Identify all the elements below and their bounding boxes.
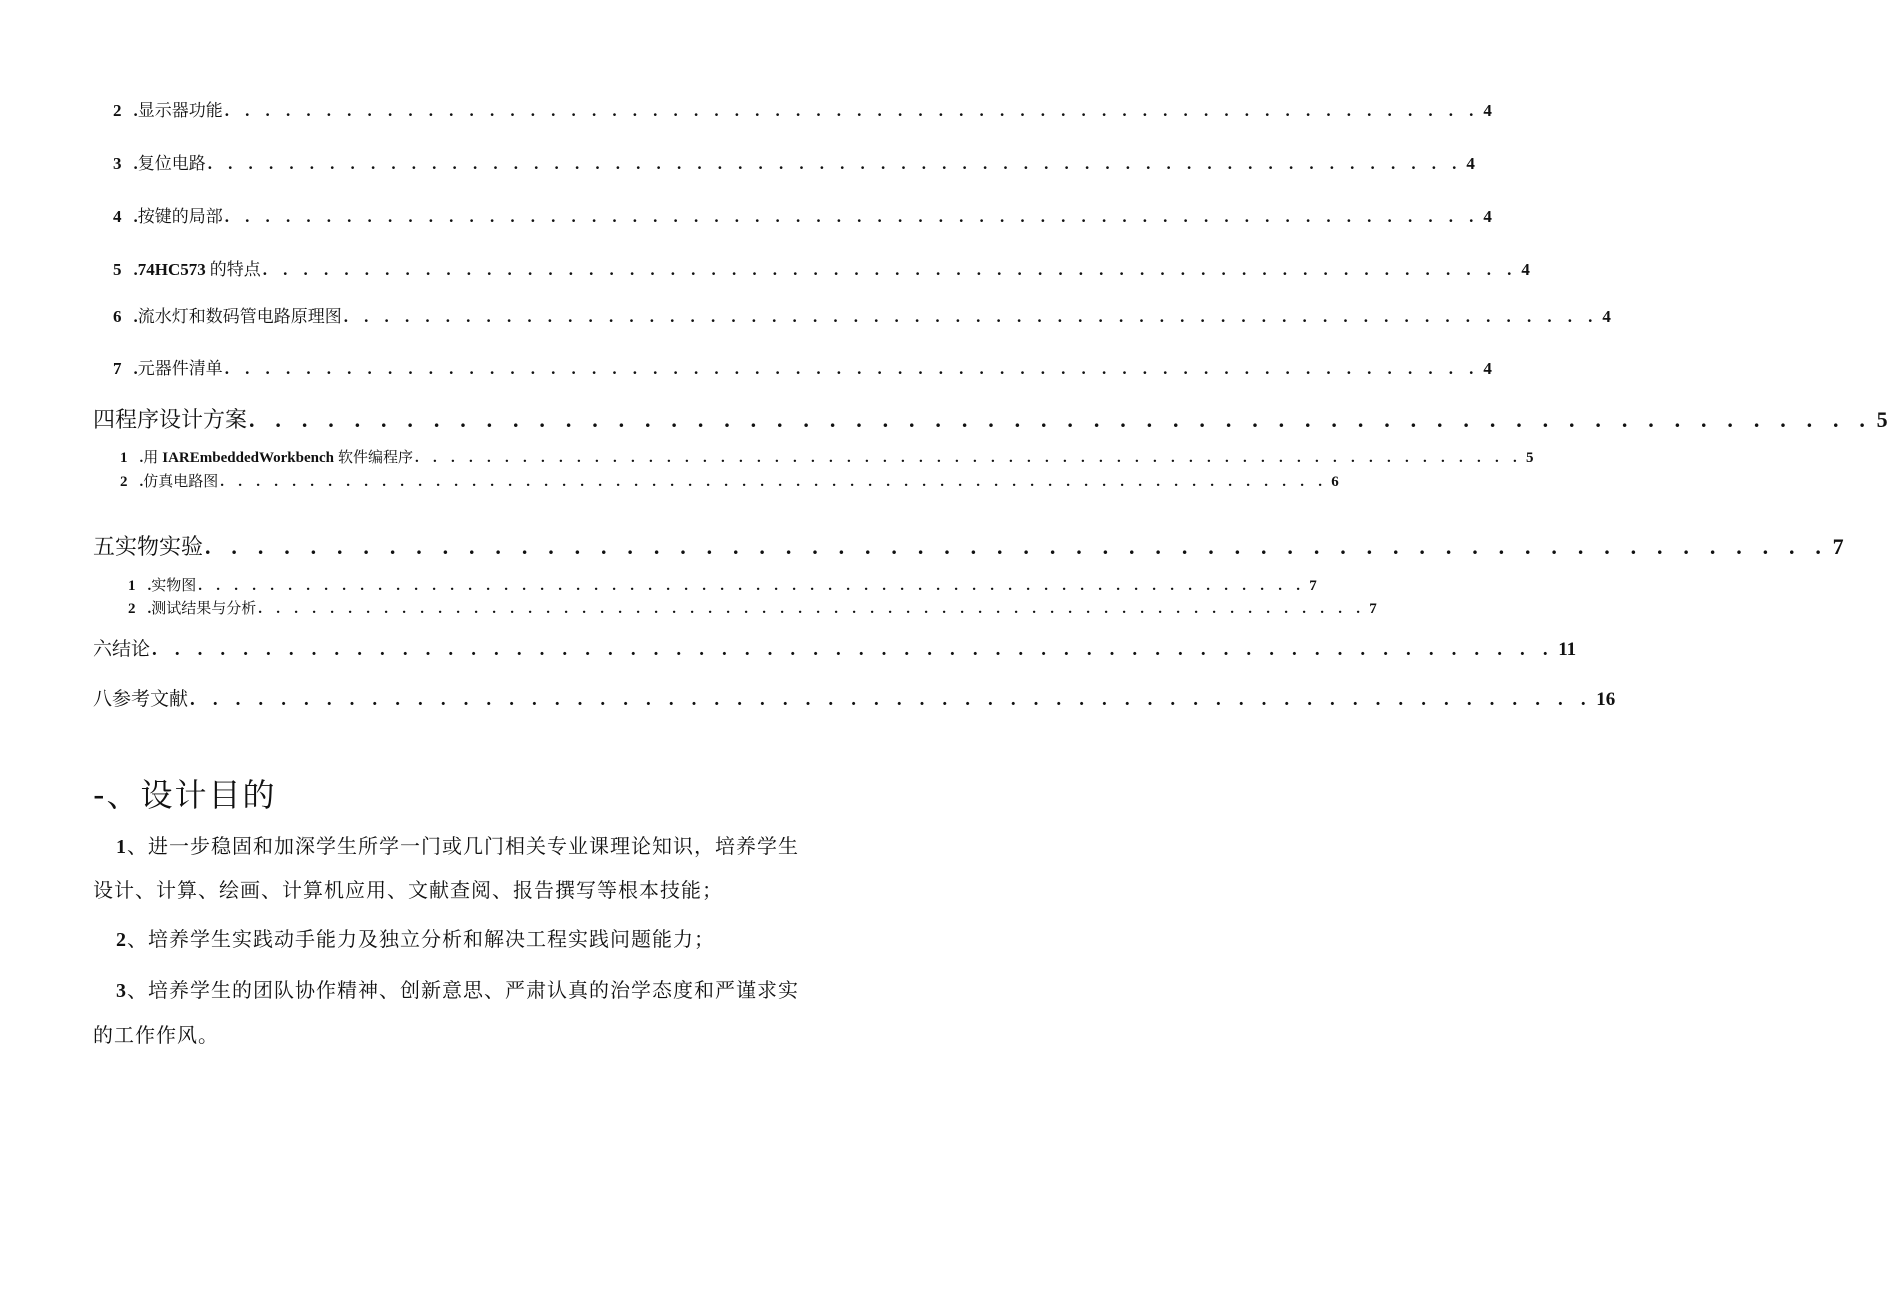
- toc-chapter-page: 16: [1596, 689, 1616, 710]
- purpose-item-text: 进一步稳固和加深学生所学一门或几门相关专业课理论知识，培养学生: [148, 834, 799, 858]
- toc-item-page: 7: [1369, 601, 1377, 617]
- toc-chapter-title: 四程序设计方案: [93, 408, 248, 433]
- toc-item[interactable]: [120, 470, 1339, 491]
- purpose-item-number: 3: [116, 980, 127, 1002]
- purpose-item: [116, 968, 836, 1013]
- toc-item-number: 2: [120, 474, 128, 490]
- toc-leader: . . . . . . . . . . . . . . . . . . . . . . . . . . . . . . . . . . . . . . . . . . . . . . . . . . . . . . . . . . . . . .: [224, 207, 1480, 226]
- toc-item-dot: .: [133, 307, 138, 326]
- toc-item[interactable]: [113, 354, 1492, 379]
- toc-item-title: 软件编程序: [337, 448, 413, 466]
- toc-leader: . . . . . . . . . . . . . . . . . . . . . . . . . . . . . . . . . . . . . . . . . . . . . . . . . . . . . . . . . . . . . .: [152, 639, 1555, 660]
- toc-item-dot: .: [139, 450, 144, 466]
- purpose-item-sep: 、: [127, 978, 148, 1002]
- purpose-item-text: 培养学生实践动手能力及独立分析和解决工程实践问题能力；: [148, 927, 715, 951]
- toc-leader: . . . . . . . . . . . . . . . . . . . . . . . . . . . . . . . . . . . . . . . . . . . . . . . . . . . . . . . . . . . . . .: [220, 474, 1328, 490]
- toc-item-dot: .: [133, 359, 138, 378]
- toc-chapter[interactable]: [93, 530, 1844, 561]
- toc-item[interactable]: [113, 96, 1492, 121]
- toc-chapter-page: 11: [1558, 639, 1577, 660]
- toc-item[interactable]: [128, 574, 1317, 595]
- toc-leader: . . . . . . . . . . . . . . . . . . . . . . . . . . . . . . . . . . . . . . . . . . . . . . . . . . . . . . . . . . . . . .: [224, 359, 1480, 378]
- toc-leader: . . . . . . . . . . . . . . . . . . . . . . . . . . . . . . . . . . . . . . . . . . . . . . . . . . . . . . . . . . . . . .: [198, 578, 1306, 594]
- toc-item[interactable]: [113, 149, 1475, 174]
- toc-item-title: 元器件清单: [137, 359, 223, 379]
- toc-item-page: 4: [1602, 307, 1611, 326]
- toc-leader: . . . . . . . . . . . . . . . . . . . . . . . . . . . . . . . . . . . . . . . . . . . . . . . . . . . . . . . . . . . . . .: [343, 307, 1599, 326]
- toc-chapter[interactable]: [93, 403, 1888, 434]
- purpose-item-sep: 、: [127, 927, 148, 951]
- purpose-item-number: 1: [116, 836, 127, 858]
- toc-item-page: 4: [1466, 154, 1475, 173]
- toc-item-title: 显示器功能: [137, 101, 223, 121]
- toc-item-number: 3: [113, 154, 122, 173]
- toc-item-title-part: 74HC573: [137, 260, 206, 279]
- toc-chapter-page: 5: [1876, 407, 1888, 432]
- toc-item[interactable]: [120, 446, 1534, 467]
- toc-item-title-part: IAREmbeddedWorkbench: [162, 450, 334, 466]
- toc-item-title-prefix: 用: [143, 448, 159, 466]
- toc-item-number: 4: [113, 207, 122, 226]
- toc-item-title: 测试结果与分析: [151, 599, 257, 617]
- toc-item-title: 复位电路: [137, 154, 206, 174]
- toc-chapter-page: 7: [1832, 534, 1844, 559]
- toc-item-page: 4: [1483, 359, 1492, 378]
- purpose-item-sep: 、: [127, 834, 148, 858]
- toc-item-number: 7: [113, 359, 122, 378]
- purpose-item: [116, 917, 836, 962]
- toc-item-page: 4: [1521, 260, 1530, 279]
- toc-item-title: 按键的局部: [137, 207, 223, 227]
- toc-item-dot: .: [133, 207, 138, 226]
- toc-item-dot: .: [147, 578, 152, 594]
- toc-leader: . . . . . . . . . . . . . . . . . . . . . . . . . . . . . . . . . . . . . . . . . . . . . . . . . . . . . . . . . . . . . .: [262, 260, 1518, 279]
- toc-chapter[interactable]: [93, 684, 1616, 711]
- toc-item-page: 6: [1331, 474, 1339, 490]
- toc-item-number: 1: [120, 450, 128, 466]
- toc-leader: . . . . . . . . . . . . . . . . . . . . . . . . . . . . . . . . . . . . . . . . . . . . . . . . . . . . . . . . . . . . . .: [258, 601, 1366, 617]
- toc-leader: . . . . . . . . . . . . . . . . . . . . . . . . . . . . . . . . . . . . . . . . . . . . . . . . . . . . . . . . . . . . . .: [414, 450, 1522, 466]
- toc-item-dot: .: [147, 601, 152, 617]
- toc-item-page: 4: [1483, 207, 1492, 226]
- toc-item[interactable]: [113, 202, 1492, 227]
- toc-item-page: 7: [1309, 578, 1317, 594]
- toc-item-page: 4: [1483, 101, 1492, 120]
- toc-item-number: 5: [113, 260, 122, 279]
- toc-item-title: 的特点: [209, 260, 261, 280]
- toc-leader: . . . . . . . . . . . . . . . . . . . . . . . . . . . . . . . . . . . . . . . . . . . . . . . . . . . . . . . . . . . . . .: [207, 154, 1463, 173]
- toc-item-dot: .: [133, 260, 138, 279]
- toc-chapter-title: 五实物实验: [93, 535, 204, 560]
- toc-item-number: 1: [128, 578, 136, 594]
- toc-item-number: 6: [113, 307, 122, 326]
- toc-item-dot: .: [139, 474, 144, 490]
- toc-item-dot: .: [133, 101, 138, 120]
- toc-chapter-title: 六结论: [93, 638, 151, 660]
- toc-item-number: 2: [128, 601, 136, 617]
- toc-leader: . . . . . . . . . . . . . . . . . . . . . . . . . . . . . . . . . . . . . . . . . . . . . . . . . . . . . . . . . . . . . .: [205, 534, 1829, 559]
- toc-leader: . . . . . . . . . . . . . . . . . . . . . . . . . . . . . . . . . . . . . . . . . . . . . . . . . . . . . . . . . . . . . .: [190, 689, 1593, 710]
- purpose-item-text: 设计、计算、绘画、计算机应用、文献查阅、报告撰写等根本技能；: [93, 878, 723, 902]
- purpose-item-continuation: [93, 1013, 833, 1057]
- toc-item-dot: .: [133, 154, 138, 173]
- purpose-item-text: 的工作作风。: [93, 1023, 219, 1047]
- section-heading: -、设计目的: [93, 776, 277, 814]
- toc-item[interactable]: [128, 597, 1377, 618]
- purpose-item-number: 2: [116, 929, 127, 951]
- toc-item-title: 仿真电路图: [143, 472, 219, 490]
- toc-item-title: 流水灯和数码管电路原理图: [137, 307, 342, 327]
- toc-item-number: 2: [113, 101, 122, 120]
- toc-leader: . . . . . . . . . . . . . . . . . . . . . . . . . . . . . . . . . . . . . . . . . . . . . . . . . . . . . . . . . . . . . .: [249, 407, 1873, 432]
- toc-item[interactable]: [113, 255, 1530, 280]
- toc-item[interactable]: [113, 302, 1611, 327]
- purpose-item-text: 培养学生的团队协作精神、创新意思、严肃认真的治学态度和严谨求实: [148, 978, 799, 1002]
- toc-chapter-title: 八参考文献: [93, 688, 189, 710]
- toc-item-title: 实物图: [151, 576, 197, 594]
- purpose-item: [116, 824, 836, 869]
- toc-item-page: 5: [1525, 450, 1534, 466]
- toc-chapter[interactable]: [93, 634, 1577, 661]
- toc-leader: . . . . . . . . . . . . . . . . . . . . . . . . . . . . . . . . . . . . . . . . . . . . . . . . . . . . . . . . . . . . . .: [224, 101, 1480, 120]
- purpose-item-continuation: [93, 868, 833, 912]
